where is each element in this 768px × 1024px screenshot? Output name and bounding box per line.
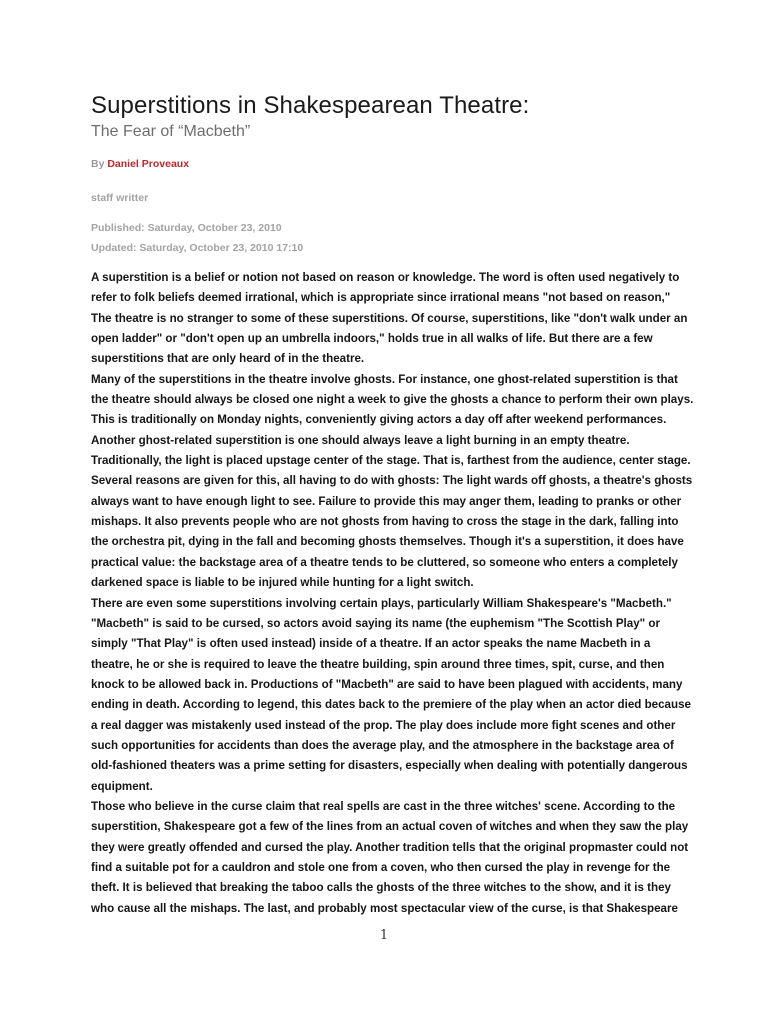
body-line: Those who believe in the curse claim that real spells are cast in the three witches' scene. According to the	[91, 799, 676, 813]
body-line: theft. It is believed that breaking the taboo calls the ghosts of the three witches to the show, and it is they	[91, 881, 671, 895]
body-line: "Macbeth" is said to be cursed, so actors avoid saying its name (the euphemism "The Scottish Play" or	[91, 616, 660, 630]
body-line: There are even some superstitions involving certain plays, particularly William Shakespeare's "Macbeth."	[91, 596, 672, 610]
body-line: who cause all the mishaps. The last, and probably most spectacular view of the curse, is that Shakespeare	[91, 901, 678, 915]
body-line: Many of the superstitions in the theatre involve ghosts. For instance, one ghost-related superstition is that	[91, 372, 678, 386]
body-line: the theatre should always be closed one night a week to give the ghosts a chance to perform their own plays.	[91, 393, 694, 407]
body-line: superstition, Shakespeare got a few of the lines from an actual coven of witches and when they saw the play	[91, 820, 689, 834]
body-line: Several reasons are given for this, all having to do with ghosts: The light wards off ghosts, a theatre's ghosts	[91, 474, 693, 488]
body-line: equipment.	[91, 779, 153, 793]
body-line: practical value: the backstage area of a theatre tends to be cluttered, so someone who enters a completely	[91, 555, 678, 569]
body-line: ending in death. According to legend, this dates back to the premiere of the play when an actor died because	[91, 698, 691, 712]
author-name: Daniel Proveaux	[107, 158, 190, 170]
body-line: find a suitable pot for a cauldron and stole one from a coven, who then cursed the play in revenge for the	[91, 860, 671, 874]
body-line: such opportunities for accidents than does the average play, and the atmosphere in the backstage area of	[91, 738, 674, 752]
body-line: always want to have enough light to see. Failure to provide this may anger them, leading to pranks or other	[91, 494, 682, 508]
body-line: simply "That Play" is often used instead) inside of a theatre. If an actor speaks the name Macbeth in a	[91, 637, 651, 651]
body-line: open ladder" or "don't open up an umbrella indoors," holds true in all walks of life. But there are a few	[91, 332, 653, 346]
body-line: mishaps. It also prevents people who are not ghosts from having to cross the stage in the dark, falling into	[91, 515, 679, 529]
page-number: 1	[379, 928, 389, 943]
author-role: staff writter	[91, 192, 149, 204]
body-line: A superstition is a belief or notion not based on reason or knowledge. The word is often used negatively to	[91, 271, 680, 284]
article-subtitle: The Fear of “Macbeth”	[91, 123, 251, 140]
body-line: old-fashioned theaters was a prime setting for disasters, especially when dealing with potentially dangerous	[91, 759, 688, 773]
published-date: Published: Saturday, October 23, 2010	[91, 222, 282, 234]
body-line: darkened space is liable to be injured while hunting for a light switch.	[91, 576, 474, 590]
article-body	[91, 268, 694, 919]
body-line: Traditionally, the light is placed upstage center of the stage. That is, farthest from the audience, center stage.	[91, 454, 691, 468]
body-line: superstitions that are only heard of in the theatre.	[91, 352, 365, 366]
body-line: Another ghost-related superstition is one should always leave a light burning in an empty theatre.	[91, 433, 630, 447]
body-line: a real dagger was mistakenly used instead of the prop. The play does include more fight scenes and other	[91, 718, 676, 732]
article-title: Superstitions in Shakespearean Theatre:	[91, 92, 530, 119]
body-line: This is traditionally on Monday nights, conveniently giving actors a day off after weekend performances.	[91, 413, 667, 427]
byline	[91, 158, 189, 170]
body-line: The theatre is no stranger to some of these superstitions. Of course, superstitions, like "don't walk under an	[91, 311, 688, 325]
updated-date: Updated: Saturday, October 23, 2010 17:10	[91, 242, 304, 254]
body-line: refer to folk beliefs deemed irrational, which is appropriate since irrational means "not based on reason,"	[91, 291, 671, 305]
body-line: the orchestra pit, dying in the fall and becoming ghosts themselves. Though it's a superstition, it does have	[91, 535, 684, 549]
body-line: theatre, he or she is required to leave the theatre building, spin around three times, spit, curse, and then	[91, 657, 665, 671]
body-line: they were greatly offended and cursed the play. Another tradition tells that the original propmaster could not	[91, 840, 689, 854]
byline-prefix: By	[91, 158, 108, 170]
body-line: knock to be allowed back in. Productions of "Macbeth" are said to have been plagued with accidents, many	[91, 677, 683, 691]
